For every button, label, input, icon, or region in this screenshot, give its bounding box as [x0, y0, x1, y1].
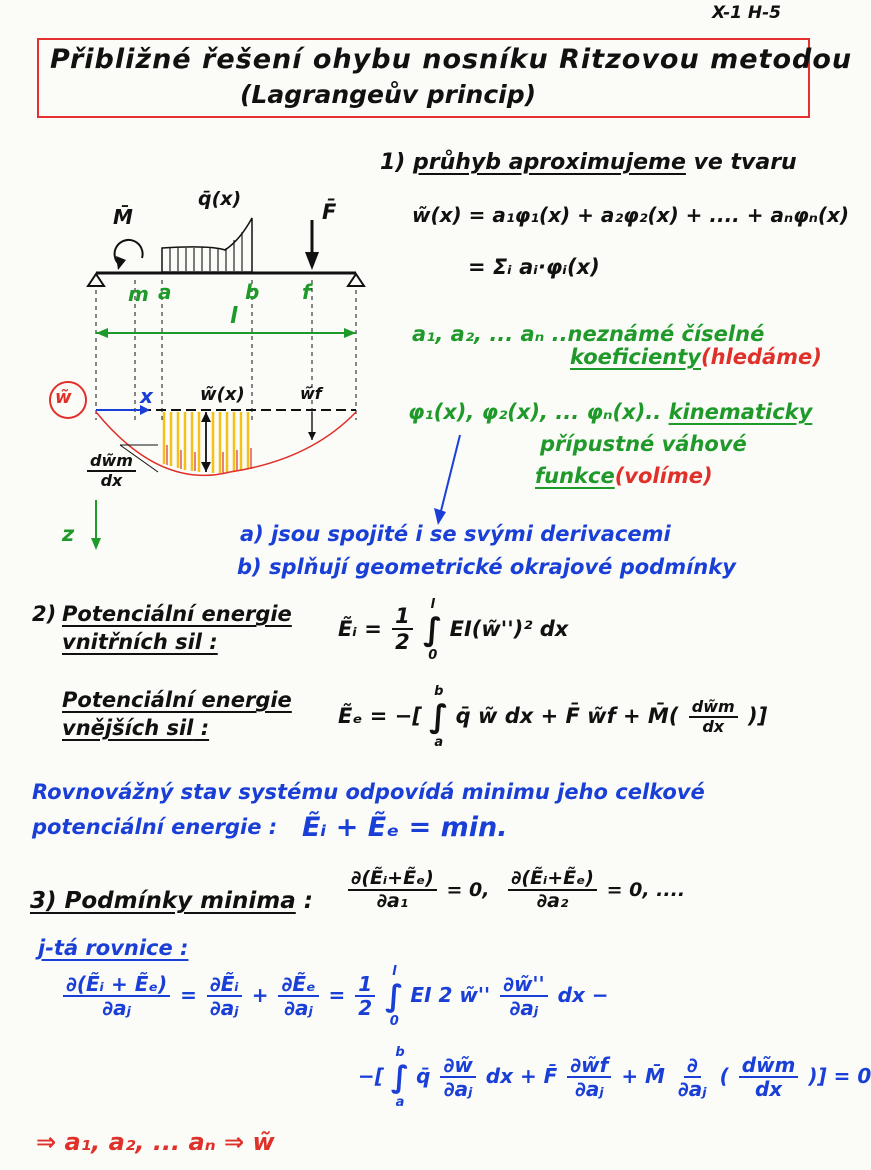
length-label: l: [230, 304, 238, 329]
outer-energy-label: Potenciální energie vnějších sil :: [62, 688, 292, 740]
point-f: f: [302, 280, 311, 304]
minimum-conditions: $\frac{\text{∂(Ẽᵢ+Ẽₑ)}}{\text{∂a₁}}$ = 0, $\frac{\text{∂(Ẽᵢ+Ẽₑ)}}{\text{∂a₂}}$ = 0, ....: [345, 868, 685, 913]
equilibrium-line-2: potenciální energie :: [32, 815, 278, 839]
equilibrium-line-1: Rovnovážný stav systému odpovídá minimu jeho celkové: [32, 780, 705, 804]
point-b: b: [245, 280, 260, 304]
result-line: ⇒ a₁, a₂, ... aₙ ⇒ w̃: [36, 1128, 275, 1156]
force-label: F̄: [322, 200, 337, 224]
w-circle-label: w̃: [55, 387, 72, 408]
approximation-equation: w̃(x) = a₁φ₁(x) + a₂φ₂(x) + .... + aₙφₙ(x): [412, 203, 850, 227]
condition-b: b) splňují geometrické okrajové podmínky: [237, 555, 736, 579]
coefficients-line-2: koeficienty(hledáme): [570, 345, 822, 369]
w-of-x-label: w̃(x): [200, 384, 245, 405]
section1-heading: 1) průhyb aproximujeme ve tvaru: [380, 150, 797, 175]
jth-equation-line-2: −[ b ∫ a q̄ $\frac{\partial w̃}{\text{∂aⱼ}}$ dx + F̄ $\frac{\partial w̃f}{\text{∂aⱼ}}$ + M̄ $\frac{\partial}{\text{∂aⱼ}}$ ( $\frac{dw̃m}{dx}$ )] = 0: [358, 1045, 871, 1110]
x-axis-label: x: [140, 384, 153, 408]
section2-number: 2): [32, 602, 57, 626]
page-subtitle: (Lagrangeův princip): [240, 80, 537, 109]
left-support: [88, 274, 104, 286]
jth-equation-line-1: $\frac{\text{∂(Ẽᵢ + Ẽₑ)}}{\text{∂aⱼ}}$ = $\frac{\text{∂Ẽᵢ}}{\text{∂aⱼ}}$ + $\frac{\text{∂Ẽₑ}}{\text{∂aⱼ}}$ = $\frac{1}{2}$ l ∫ 0 EI 2 w̃'' $\frac{\partial w̃''}{\text{∂aⱼ}}$ dx −: [60, 964, 609, 1029]
beam-diagram: [40, 190, 390, 560]
weight-functions-line: φ₁(x), φ₂(x), ... φₙ(x).. kinematicky: [408, 400, 813, 424]
section3-heading: 3) Podmínky minima :: [30, 888, 313, 914]
distributed-load: [162, 218, 252, 272]
load-label: q̄(x): [198, 188, 242, 210]
coefficients-line: a₁, a₂, ... aₙ ..neznámé číselné: [412, 322, 765, 346]
slope-label: $\frac{dw̃m}{dx}$: [84, 452, 139, 490]
z-axis-label: z: [62, 522, 75, 546]
approximation-sum: = Σᵢ aᵢ·φᵢ(x): [468, 255, 600, 279]
corner-mark: X-1 H-5: [712, 3, 782, 23]
point-a: a: [158, 280, 172, 304]
moment-label: M̄: [113, 205, 133, 229]
right-support: [348, 274, 364, 286]
page-title: Přibližné řešení ohybu nosníku Ritzovou metodou: [50, 44, 853, 75]
outer-energy-equation: Ẽₑ = −[ b ∫ a q̄ w̃ dx + F̄ w̃f + M̄( $\frac{dw̃m}{dx}$ )]: [338, 684, 768, 750]
weight-functions-line-3: funkce(volíme): [535, 464, 713, 488]
inner-energy-label: Potenciální energie vnitřních sil :: [62, 602, 292, 654]
equilibrium-formula: Ẽᵢ + Ẽₑ = min.: [302, 812, 508, 843]
arrow-to-conditions: [420, 430, 480, 530]
w-f-label: w̃f: [300, 384, 322, 403]
weight-functions-line-2: přípustné váhové: [540, 432, 747, 456]
inner-energy-equation: Ẽᵢ = $\frac{1}{2}$ l ∫ 0 EI(w̃'')² dx: [338, 597, 569, 663]
jth-equation-label: j-tá rovnice :: [38, 936, 189, 960]
point-m: m: [128, 282, 149, 306]
condition-a: a) jsou spojité i se svými derivacemi: [240, 522, 671, 546]
